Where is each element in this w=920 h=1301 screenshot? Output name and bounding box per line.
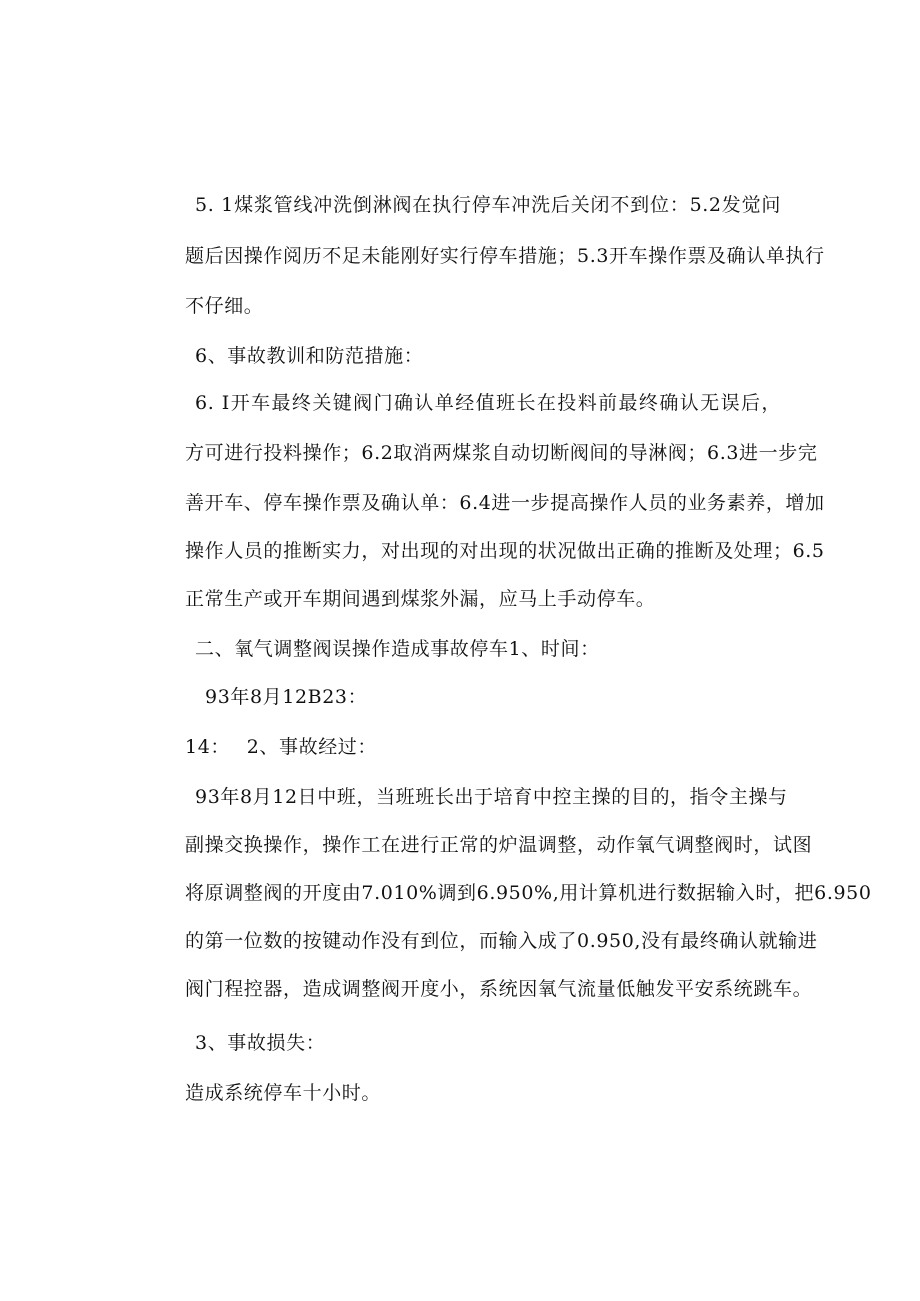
paragraph-line: 6. I开车最终关键阀门确认单经值班长在投料前最终确认无误后， <box>195 392 781 414</box>
section-heading: 二、氧气调整阀误操作造成事故停车1、时间： <box>195 638 600 660</box>
section-heading: 6、事故教训和防范措施： <box>195 345 424 367</box>
paragraph-line: 善开车、停车操作票及确认单：6.4进一步提高操作人员的业务素养，增加 <box>185 492 825 514</box>
paragraph-line: 的第一位数的按键动作没有到位，而输入成了0.950,没有最终确认就输进 <box>185 930 818 952</box>
paragraph-line: 操作人员的推断实力，对出现的对出现的状况做出正确的推断及处理；6.5 <box>185 540 825 562</box>
section-heading: 3、事故损失： <box>195 1032 326 1054</box>
paragraph-line: 造成系统停车十小时。 <box>185 1082 382 1104</box>
paragraph-line: 副操交换操作，操作工在进行正常的炉温调整，动作氧气调整阀时，试图 <box>185 834 813 856</box>
time-line: 14： 2、事故经过： <box>185 736 378 758</box>
paragraph-line: 方可进行投料操作；6.2取消两煤浆自动切断阀间的导淋阀；6.3进一步完 <box>185 442 818 464</box>
paragraph-line: 93年8月12日中班，当班班长出于培育中控主操的目的，指令主操与 <box>195 786 788 808</box>
paragraph-line: 阀门程控器，造成调整阀开度小，系统因氧气流量低触发平安系统跳车。 <box>185 978 813 1000</box>
time-line: 93年8月12B23： <box>205 686 368 708</box>
paragraph-line: 正常生产或开车期间遇到煤浆外漏，应马上手动停车。 <box>185 588 656 610</box>
paragraph-line: 将原调整阀的开度由7.010%调到6.950%,用计算机进行数据输入时，把6.950 <box>185 882 872 904</box>
paragraph-line: 不仔细。 <box>185 295 264 317</box>
paragraph-line: 题后因操作阅历不足未能刚好实行停车措施；5.3开车操作票及确认单执行 <box>185 245 825 267</box>
paragraph-line: 5. 1煤浆管线冲洗倒淋阀在执行停车冲洗后关闭不到位：5.2发觉问 <box>195 194 781 216</box>
